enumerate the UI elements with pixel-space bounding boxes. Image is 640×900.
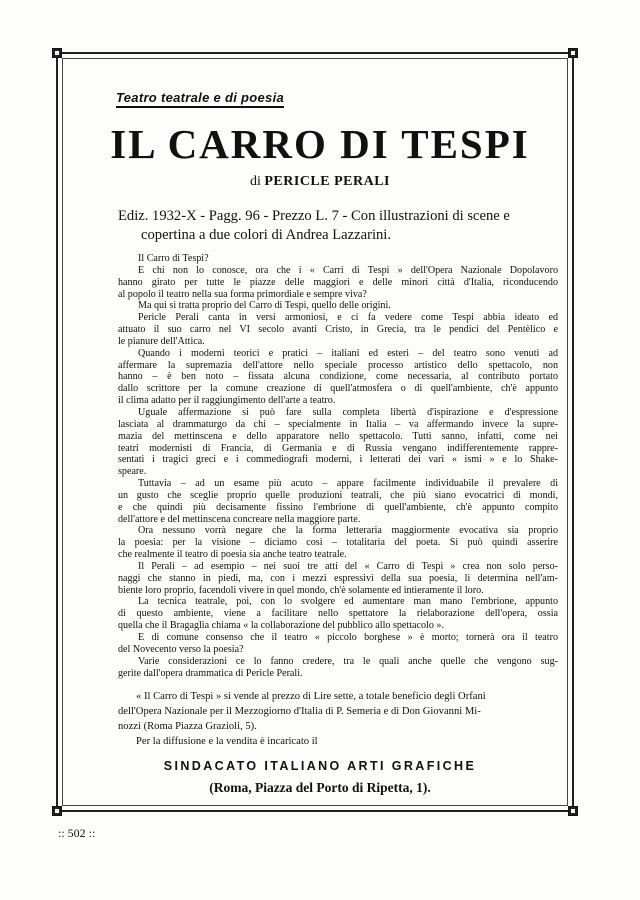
body-line: attuato il suo carro nel VI secolo avanti Cristo, in Grecia, tra le pendici del Pentèlico e bbox=[118, 324, 558, 336]
page-number: :: 502 :: bbox=[58, 826, 96, 840]
corner-ornament bbox=[568, 48, 578, 58]
body-line: Quando i moderni teorici e pratici – italiani ed esteri – del teatro sono venuti ad bbox=[138, 347, 558, 359]
notice-line: nozzi (Roma Piazza Grazioli, 5). bbox=[118, 721, 257, 732]
body-line: Uguale affermazione si può fare sulla completa libertà d'ispirazione e d'espressione bbox=[138, 406, 558, 418]
body-line: affermare la supremazia dell'attore nello speciale processo artistico dello spettacolo, non bbox=[118, 359, 558, 371]
body-line: Ora nessuno vorrà negare che la forma letteraria maggiormente evocativa sia proprio bbox=[138, 525, 558, 537]
sale-notice bbox=[118, 689, 558, 749]
body-line: lasciata al drammaturgo da chi – specialmente in Italia – va affermando invece la supre- bbox=[118, 418, 558, 430]
body-line: di questo ambiente, viene a facilitare nello spettatore la rielaborazione dell'opera, ossia bbox=[118, 608, 558, 620]
body-line: hanno – è ben noto – fissata alcuna condizione, come necessaria, al contributo portato bbox=[118, 371, 558, 383]
publisher-address: (Roma, Piazza del Porto di Ripetta, 1). bbox=[209, 780, 431, 795]
byline-prefix: di bbox=[249, 174, 261, 189]
body-line: teatri modernisti di Francia, di Germania e di Russia vengano indifferentemente rappre- bbox=[118, 442, 558, 454]
body-line: il clima adatto per il raggiungimento dell'arte a teatro. bbox=[118, 395, 336, 407]
body-line: Pericle Perali canta in versi armoniosi, e ci fa vedere come Tespi abbia ideato ed bbox=[138, 312, 558, 324]
body-line: le pianure dell'Attica. bbox=[118, 335, 205, 347]
body-line: Il Perali – ad esempio – nei suoi tre atti del « Carro di Tespi » crea non solo perso- bbox=[138, 560, 558, 572]
body-line: Tuttavia – ad un esame più acuto – appare facilmente individuabile il prevalere di bbox=[138, 478, 558, 490]
body-line: al popolo il teatro nella sua forma primordiale e sempre viva? bbox=[118, 288, 367, 300]
body-line: La tecnica teatrale, poi, con lo svolgere ed aumentare man mano l'embrione, appunto bbox=[138, 596, 558, 608]
body-line: speare. bbox=[118, 466, 147, 478]
notice-line: Per la diffusione e la vendita è incaricato il bbox=[136, 736, 318, 747]
notice-line: dell'Opera Nazionale per il Mezzogiorno d'Italia di P. Semeria e di Don Giovanni Mi- bbox=[118, 706, 481, 717]
body-line: del Novecento verso la poesia? bbox=[118, 643, 244, 655]
body-text bbox=[118, 253, 558, 679]
body-line: Il Carro di Tespi? bbox=[138, 253, 209, 264]
body-line: biente loro proprio, facendoli vivere in quel mondo, ch'è solamente ed intieramente il loro. bbox=[118, 584, 484, 596]
body-line: Ma qui si tratta proprio del Carro di Tespi, quello delle origini. bbox=[138, 300, 391, 312]
body-line: E chi non lo conosce, ora che i « Carri di Tespi » dell'Opera Nazionale Dopolavoro bbox=[138, 264, 558, 276]
body-line: E di comune consenso che il teatro « piccolo borghese » è morto; tornerà ora il teatro bbox=[138, 632, 558, 643]
page-title: IL CARRO DI TESPI bbox=[110, 121, 530, 167]
body-line: Varie considerazioni ce lo fanno credere, tra le quali anche quelle che vengono sug- bbox=[138, 655, 558, 667]
notice-line: « Il Carro di Tespi » si vende al prezzo di Lire sette, a totale beneficio degli Orfani bbox=[136, 691, 486, 702]
body-line: naggi che stanno in piedi, ma, con i mezzi espressivi della sua poesia, li determina nell'am- bbox=[118, 572, 558, 584]
body-line: sentati i tragici greci e i commediografi moderni, i letterati dei vari « ismi » e lo Shake- bbox=[118, 454, 558, 466]
section-kicker: Teatro teatrale e di poesia bbox=[116, 90, 284, 108]
body-line: la poesia: per la visione – diciamo così – totalitaria del poeta. Si può quindi asserire bbox=[118, 537, 558, 549]
body-line: quella che il Bragaglia chiama « la collaborazione del pubblico allo spettacolo ». bbox=[118, 620, 444, 632]
corner-ornament bbox=[52, 806, 62, 816]
byline-author: PERICLE PERALI bbox=[264, 174, 391, 189]
edition-line: Ediz. 1932-X - Pagg. 96 - Prezzo L. 7 - Con illustrazioni di scene e bbox=[118, 208, 510, 224]
edition-info bbox=[118, 207, 558, 245]
body-line: dallo scrittore per la comune creazione di quell'atmosfera o di quell'ambiente, ch'è appunto bbox=[118, 383, 558, 395]
body-line: gerite dall'opera drammatica di Pericle Perali. bbox=[118, 667, 303, 679]
corner-ornament bbox=[568, 806, 578, 816]
edition-line: copertina a due colori di Andrea Lazzarini. bbox=[141, 227, 392, 243]
publisher-name: SINDACATO ITALIANO ARTI GRAFICHE bbox=[163, 759, 477, 773]
corner-ornament bbox=[52, 48, 62, 58]
body-line: che realmente il teatro di poesia sia anche teatro teatrale. bbox=[118, 549, 347, 561]
body-line: hanno girato per tutte le piazze delle maggiori e delle minori città d'Italia, riconducendo bbox=[118, 276, 558, 288]
byline bbox=[0, 173, 640, 191]
body-line: mazia del mettinscena e dello apparatore nello spettacolo. Tutti sanno, infatti, come nei bbox=[118, 430, 558, 442]
body-line: e che quindi più decisamente fissino l'embrione di quell'ambiente, ch'è appunto compito bbox=[118, 501, 558, 513]
body-line: dell'attore e del mettinscena concreare nella maggiore parte. bbox=[118, 513, 361, 525]
body-line: un gusto che sceglie proprio quelle produzioni teatrali, che più siano evocatrici di mondi, bbox=[118, 489, 558, 501]
